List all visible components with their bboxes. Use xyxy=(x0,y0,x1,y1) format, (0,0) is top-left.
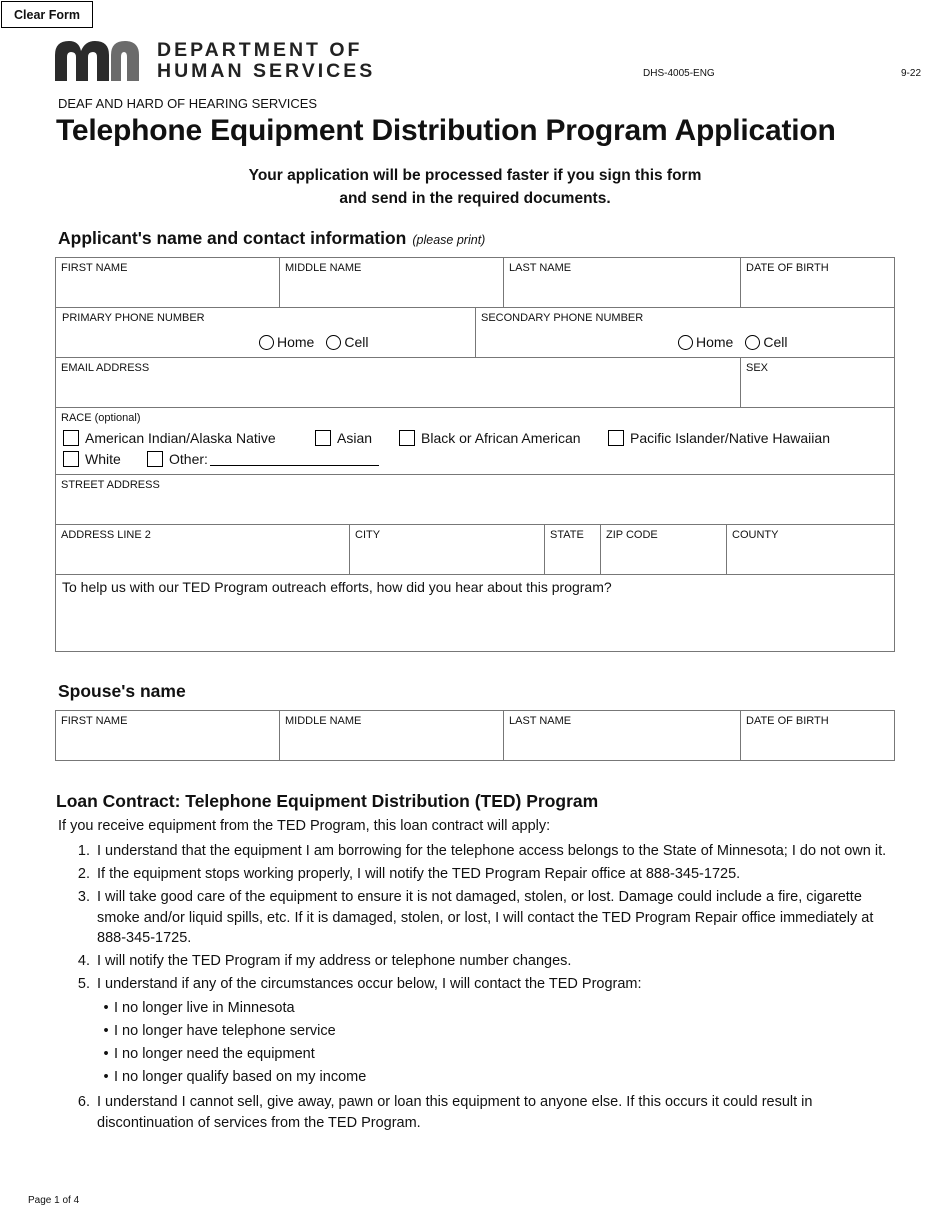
list-item: 4. I will notify the TED Program if my address or telephone number changes. xyxy=(77,953,572,969)
spouse-date-of-birth-field[interactable]: DATE OF BIRTH xyxy=(746,715,829,727)
primary-phone-field[interactable]: PRIMARY PHONE NUMBER Home Cell xyxy=(56,308,476,357)
subtitle: Your application will be processed faster if you sign this form and send in the required documents. xyxy=(248,167,702,207)
primary-cell-radio[interactable]: Cell xyxy=(326,334,368,350)
circumstances-list xyxy=(97,998,893,1088)
list-item: 5. I understand if any of the circumstances occur below, I will contact the TED Program: • I no longer live in Minnesota • I no longer have telephone service • I no longer need the equipment • I no longer qualify based on my income xyxy=(58,974,893,1090)
bullet-item: • I no longer qualify based on my income xyxy=(103,1068,367,1085)
mn-logo-icon xyxy=(55,41,145,81)
bullet-item: • I no longer have telephone service xyxy=(103,1022,336,1039)
secondary-home-radio[interactable]: Home xyxy=(678,334,733,350)
zip-code-field[interactable]: ZIP CODE xyxy=(601,525,727,574)
page-number: Page 1 of 4 xyxy=(28,1195,80,1206)
spouse-first-name-field[interactable]: FIRST NAME xyxy=(56,711,280,760)
race-pacific-islander-checkbox[interactable]: Pacific Islander/Native Hawaiian xyxy=(608,430,830,446)
street-address-field[interactable]: STREET ADDRESS xyxy=(61,479,160,491)
state-field[interactable]: STATE xyxy=(545,525,601,574)
middle-name-field[interactable]: MIDDLE NAME xyxy=(280,258,504,307)
address-line-2-field[interactable]: ADDRESS LINE 2 xyxy=(56,525,350,574)
spouse-last-name-field[interactable]: LAST NAME xyxy=(504,711,741,760)
first-name-field[interactable]: FIRST NAME xyxy=(56,258,280,307)
spouse-middle-name-field[interactable]: MIDDLE NAME xyxy=(280,711,504,760)
race-other-input[interactable] xyxy=(210,452,379,466)
loan-terms-list xyxy=(58,841,893,1136)
list-item: 6. I understand I cannot sell, give away, pawn or loan this equipment to anyone else. If this occurs it could result in discontinuation of services from the TED Program. xyxy=(77,1094,813,1131)
page-title: Telephone Equipment Distribution Program Application xyxy=(56,114,836,147)
secondary-phone-field[interactable]: SECONDARY PHONE NUMBER Home Cell xyxy=(481,312,788,350)
loan-intro: If you receive equipment from the TED Program, this loan contract will apply: xyxy=(58,818,551,834)
list-item: 1. I understand that the equipment I am borrowing for the telephone access belongs to the State of Minnesota; I do not own it. xyxy=(77,843,887,859)
hear-about-program-field[interactable]: To help us with our TED Program outreach efforts, how did you hear about this program? xyxy=(62,579,612,595)
secondary-cell-radio[interactable]: Cell xyxy=(745,334,787,350)
race-american-indian-checkbox[interactable]: American Indian/Alaska Native xyxy=(63,430,276,446)
applicant-heading: Applicant's name and contact information (please print) xyxy=(58,228,486,248)
dhs-logo xyxy=(55,40,375,82)
county-field[interactable]: COUNTY xyxy=(732,529,779,541)
spouse-heading: Spouse's name xyxy=(58,681,186,701)
loan-contract-heading: Loan Contract: Telephone Equipment Distribution (TED) Program xyxy=(56,791,599,811)
bullet-item: • I no longer need the equipment xyxy=(103,1045,315,1062)
applicant-grid xyxy=(55,257,895,652)
logo-text: DEPARTMENT OF HUMAN SERVICES xyxy=(157,39,376,82)
last-name-field[interactable]: LAST NAME xyxy=(504,258,741,307)
list-item: 2. If the equipment stops working properly, I will notify the TED Program Repair office at 888-345-1725. xyxy=(77,866,741,882)
clear-form-button[interactable]: Clear Form xyxy=(1,1,93,28)
race-asian-checkbox[interactable]: Asian xyxy=(315,430,372,446)
race-other-checkbox[interactable]: Other: xyxy=(147,451,379,467)
email-field[interactable]: EMAIL ADDRESS xyxy=(56,358,741,407)
list-item: 3. I will take good care of the equipment to ensure it is not damaged, stolen, or lost. Damage could include a fire, cigarette smoke and/or liquid spills, etc. If it is damaged, stolen, or lost, I will contact the TED Program Repair office immediately at 888-345-1725. xyxy=(77,889,874,946)
race-field: RACE (optional) American Indian/Alaska Native Asian Black or African American Pacific Islander/Native Hawaiian White Other: xyxy=(61,412,830,467)
department-line: DEAF AND HARD OF HEARING SERVICES xyxy=(58,96,318,111)
race-white-checkbox[interactable]: White xyxy=(63,451,121,467)
form-date: 9-22 xyxy=(901,68,922,79)
sex-field[interactable]: SEX xyxy=(746,362,769,374)
primary-home-radio[interactable]: Home xyxy=(259,334,314,350)
race-black-checkbox[interactable]: Black or African American xyxy=(399,430,581,446)
city-field[interactable]: CITY xyxy=(350,525,545,574)
spouse-grid xyxy=(55,710,895,761)
form-id: DHS-4005-ENG xyxy=(643,68,715,79)
date-of-birth-field[interactable]: DATE OF BIRTH xyxy=(746,262,829,274)
bullet-item: • I no longer live in Minnesota xyxy=(103,999,295,1016)
